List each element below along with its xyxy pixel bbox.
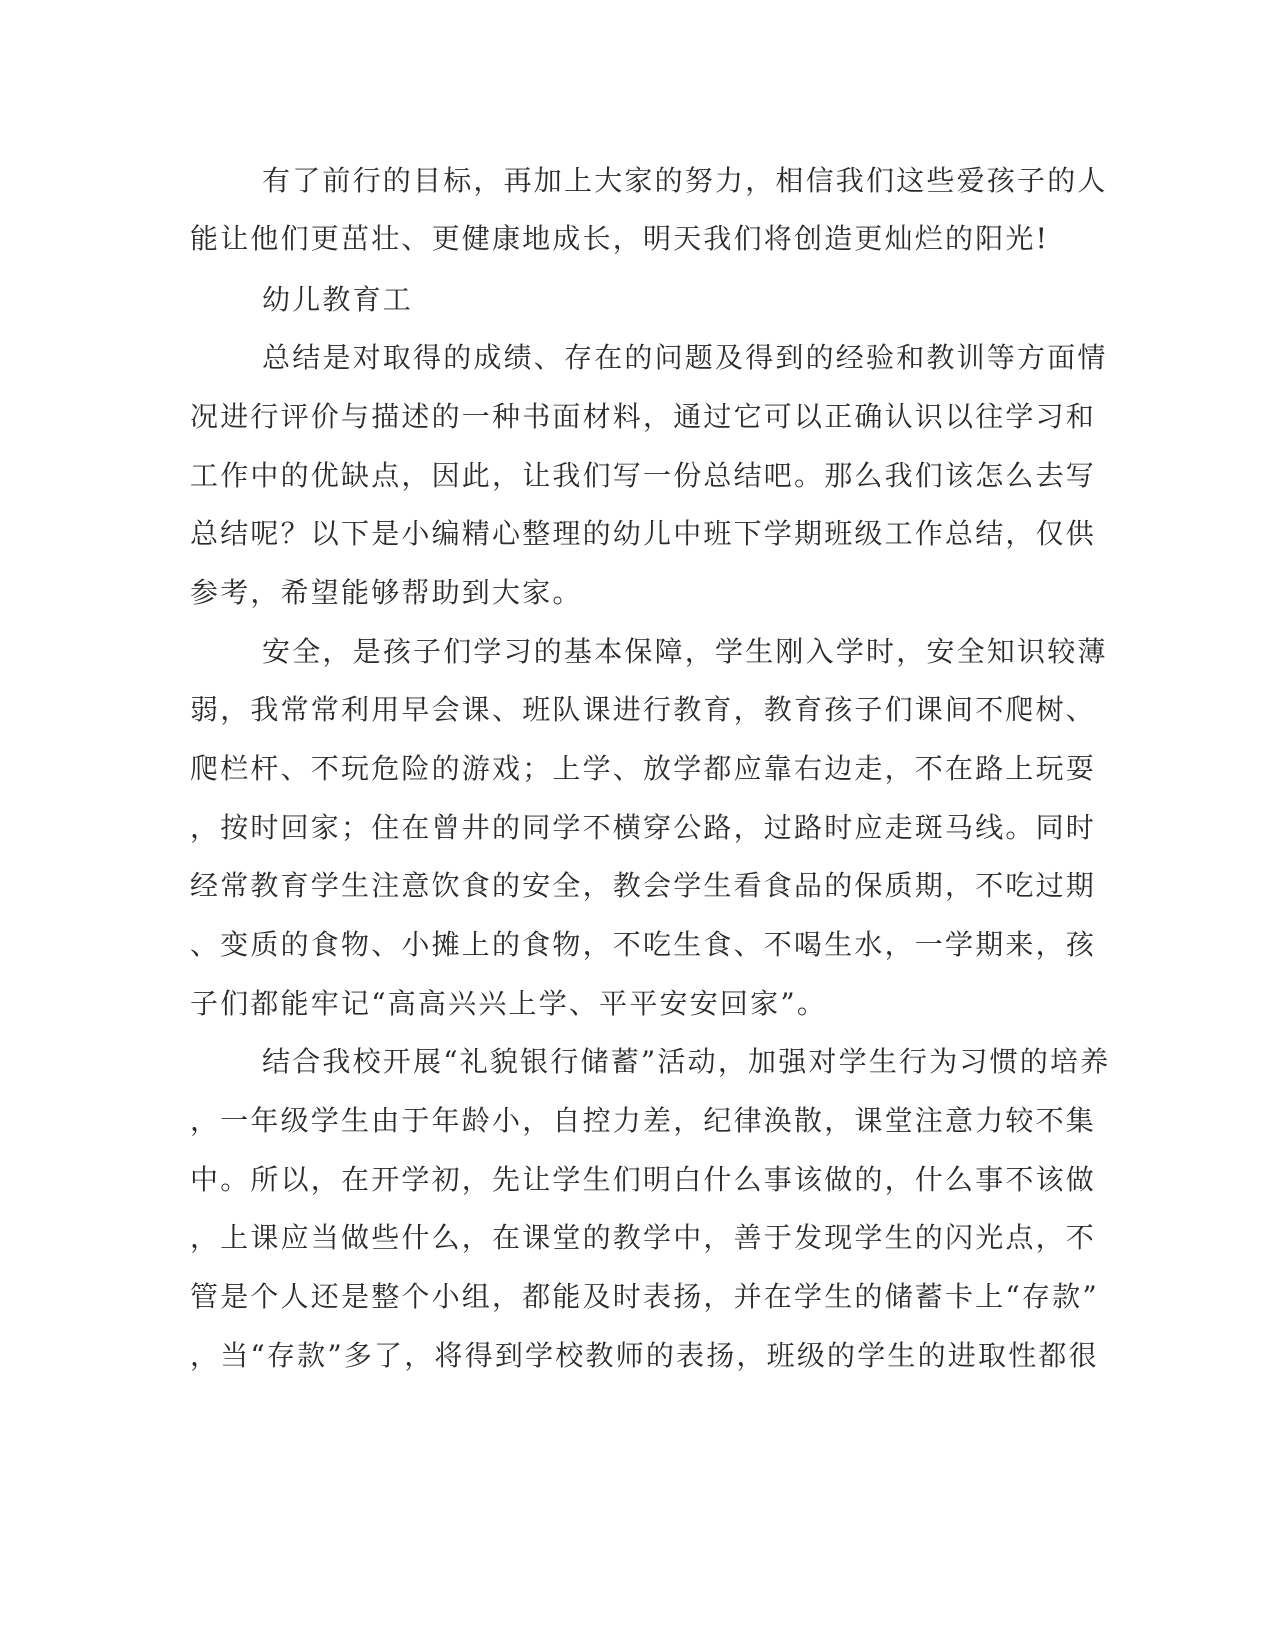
text-line: 总结是对取得的成绩、存在的问题及得到的经验和教训等方面情	[262, 341, 1108, 374]
text-line: 、变质的食物、小摊上的食物，不吃生食、不喝生水，一学期来，孩	[190, 928, 1097, 961]
text-line: 管是个人还是整个小组，都能及时表扬，并在学生的储蓄卡上“存款”	[190, 1280, 1099, 1313]
text-line: ，按时回家；住在曾井的同学不横穿公路，过路时应走斑马线。同时	[190, 811, 1097, 844]
section-heading: 幼儿教育工	[262, 283, 414, 316]
text-line: 中。所以，在开学初，先让学生们明白什么事该做的，什么事不该做	[190, 1163, 1097, 1196]
text-line: 况进行评价与描述的一种书面材料，通过它可以正确认识以往学习和	[190, 400, 1097, 433]
text-line: 经常教育学生注意饮食的安全，教会学生看食品的保质期，不吃过期	[190, 869, 1097, 902]
text-line: 爬栏杆、不玩危险的游戏；上学、放学都应靠右边走，不在路上玩耍	[190, 752, 1097, 785]
text-line: 参考，希望能够帮助到大家。	[190, 576, 583, 609]
text-line: 子们都能牢记“高高兴兴上学、平平安安回家”。	[190, 987, 828, 1020]
text-line: 弱，我常常利用早会课、班队课进行教育，教育孩子们课间不爬树、	[190, 693, 1097, 726]
text-line: 总结呢？以下是小编精心整理的幼儿中班下学期班级工作总结，仅供	[190, 517, 1097, 550]
text-line: ，一年级学生由于年龄小，自控力差，纪律涣散，课堂注意力较不集	[190, 1104, 1097, 1137]
text-line: 有了前行的目标，再加上大家的努力，相信我们这些爱孩子的人	[262, 164, 1108, 197]
text-line: 安全，是孩子们学习的基本保障，学生刚入学时，安全知识较薄	[262, 635, 1108, 668]
text-line: 工作中的优缺点，因此，让我们写一份总结吧。那么我们该怎么去写	[190, 459, 1097, 492]
text-line: ，当“存款”多了，将得到学校教师的表扬，班级的学生的进取性都很	[190, 1339, 1099, 1372]
text-line: ，上课应当做些什么，在课堂的教学中，善于发现学生的闪光点，不	[190, 1221, 1097, 1254]
text-line: 结合我校开展“礼貌银行储蓄”活动，加强对学生行为习惯的培养	[262, 1045, 1111, 1078]
text-line: 能让他们更茁壮、更健康地成长，明天我们将创造更灿烂的阳光!	[190, 222, 1050, 255]
